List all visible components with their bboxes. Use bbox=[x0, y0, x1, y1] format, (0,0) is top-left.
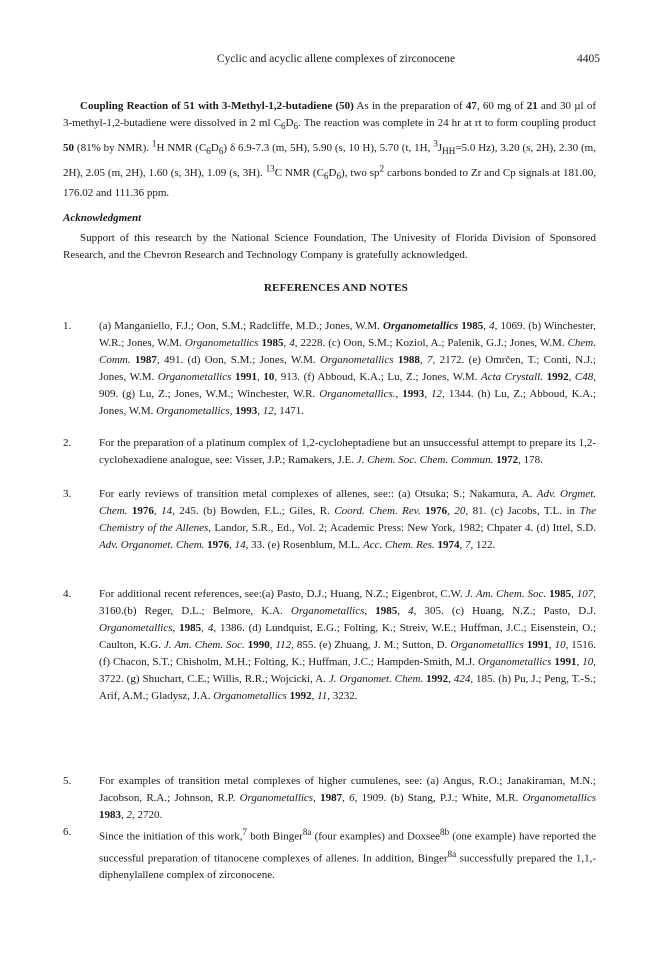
reference-item bbox=[63, 435, 596, 469]
reference-number: 6. bbox=[63, 826, 72, 838]
reference-text: For the preparation of a platinum complex of 1,2-cycloheptadiene but an unsuccessful attempt to prepare its 1,2-cyclohexadiene analogue, see: Visser, J.P.; Ramakers, J.E. J. Chem. Soc. Chem. Commun. 1972, 178. bbox=[99, 437, 596, 466]
running-title: Cyclic and acyclic allene complexes of zirconocene bbox=[216, 53, 456, 65]
acknowledgment-body: Support of this research by the National Science Foundation, The Univesity of Florida Division of Sponsored Research, and the Chevron Research and Technology Company is gratefully acknowledged. bbox=[63, 232, 596, 261]
references-heading: REFERENCES AND NOTES bbox=[264, 282, 408, 294]
reference-item bbox=[63, 586, 596, 705]
experimental-heading: Coupling Reaction of 51 with 3-Methyl-1,2-butadiene (50) bbox=[80, 100, 354, 112]
experimental-body: As in the preparation of 47, 60 mg of 21 and 30 µl of 3-methyl-1,2-butadiene were dissolved in 2 ml $C_6D_6$. The reaction was complete in 24 hr at rt to form coupling product 50 (81% by NMR). $^1$H NMR $(C_6D_6)$ δ 6.9-7.3 (m, 5H), 5.90 (s, 10 H), 5.70 (t, 1H, $^3J_{HH}=5.0$ Hz), 3.20 (s, 2H), 2.30 (m, 2H), 2.05 (m, 2H), 1.60 (s, 3H), 1.09 (s, 3H). $^{13}$C NMR $(C_6D_6)$, two $sp^2$ carbons bonded to Zr and Cp signals at 181.00, 176.02 and 111.36 ppm. bbox=[63, 100, 596, 199]
reference-text: (a) Manganiello, F.J.; Oon, S.M.; Radcliffe, M.D.; Jones, W.M. Organometallics 1985, 4, 1069. (b) Winchester, W.R.; Jones, W.M. Organometallics 1985, 4, 2228. (c) Oon, S.M.; Koziol, A.; Palenik, G.J.; Jones, W.M. Chem. Comm. 1987, 491. (d) Oon, S.M.; Jones, W.M. Organometallics 1988, 7, 2172. (e) Omrčen, T.; Conti, N.J.; Jones, W.M. Organometallics 1991, 10, 913. (f) Abboud, K.A.; Lu, Z.; Jones, W.M. Acta Crystall. 1992, C48, 909. (g) Lu, Z.; Jones, W.M.; Winchester, W.R. Organometallics., 1993, 12, 1344. (h) Lu, Z.; Abboud, K.A.; Jones, W.M. Organometallics, 1993, 12, 1471. bbox=[99, 320, 597, 417]
reference-text: For early reviews of transition metal complexes of allenes, see:: (a) Otsuka; S.; Nakamura, A. Adv. Orgmet. Chem. 1976, 14, 245. (b) Bowden, F.L.; Giles, R. Coord. Chem. Rev. 1976, 20, 81. (c) Jacobs, T.L. in The Chemistry of the Allenes, Landor, S.R., Ed., Vol. 2; Academic Press: New York, 1982; Chpater 4. (d) Ittel, S.D. Adv. Organomet. Chem. 1976, 14, 33. (e) Rosenblum, M.L. Acc. Chem. Res. 1974, 7, 122. bbox=[99, 488, 596, 551]
reference-number: 5. bbox=[63, 775, 72, 787]
reference-item bbox=[63, 824, 596, 884]
reference-item bbox=[63, 486, 596, 554]
reference-number: 4. bbox=[63, 588, 72, 600]
reference-number: 1. bbox=[63, 320, 72, 332]
page-number: 4405 bbox=[577, 53, 600, 65]
reference-item bbox=[63, 773, 596, 824]
reference-number: 2. bbox=[63, 437, 72, 449]
reference-item bbox=[63, 318, 596, 420]
running-head bbox=[0, 52, 672, 66]
reference-text: Since the initiation of this work,$^7$ both Binger$^{8a}$ (four examples) and Doxsee$^{8b}$ (one example) have reported the successful preparation of titanocene complexes of allenes. In addition, Binger$^{8a}$ successfully prepared the 1,1,-diphenylallene complex of zirconocene. bbox=[99, 827, 597, 882]
acknowledgment-heading: Acknowledgment bbox=[63, 212, 142, 224]
reference-text: For additional recent references, see:(a) Pasto, D.J.; Huang, N.Z.; Eigenbrot, C.W. J. Am. Chem. Soc. 1985, 107, 3160.(b) Reger, D.L.; Belmore, K.A. Organometallics, 1985, 4, 305. (c) Huang, N.Z.; Pasto, D.J. Organometallics, 1985, 4, 1386. (d) Lundquist, E.G.; Folting, K.; Streiv, W.E.; Huffman, J.C.; Eisenstein, O.; Caulton, K.G. J. Am. Chem. Soc. 1990, 112, 855. (e) Zhuang, J. M.; Sutton, D. Organometallics 1991, 10, 1516. (f) Chacon, S.T.; Chisholm, M.H.; Folting, K.; Huffman, J.C.; Hampden-Smith, M.J. Organometallics 1991, 10, 3722. (g) Shuchart, C.E.; Willis, R.R.; Wojcicki, A. J. Organomet. Chem. 1992, 424, 185. (h) Pu, J.; Peng, T.-S.; Arif, A.M.; Gladysz, J.A. Organometallics 1992, 11, 3232. bbox=[99, 588, 597, 702]
reference-text: For examples of transition metal complexes of higher cumulenes, see: (a) Angus, R.O.; Janakiraman, M.N.; Jacobson, R.A.; Johnson, R.P. Organometallics, 1987, 6, 1909. (b) Stang, P.J.; White, M.R. Organometallics 1983, 2, 2720. bbox=[99, 775, 597, 821]
experimental-paragraph bbox=[63, 98, 596, 202]
reference-number: 3. bbox=[63, 488, 72, 500]
